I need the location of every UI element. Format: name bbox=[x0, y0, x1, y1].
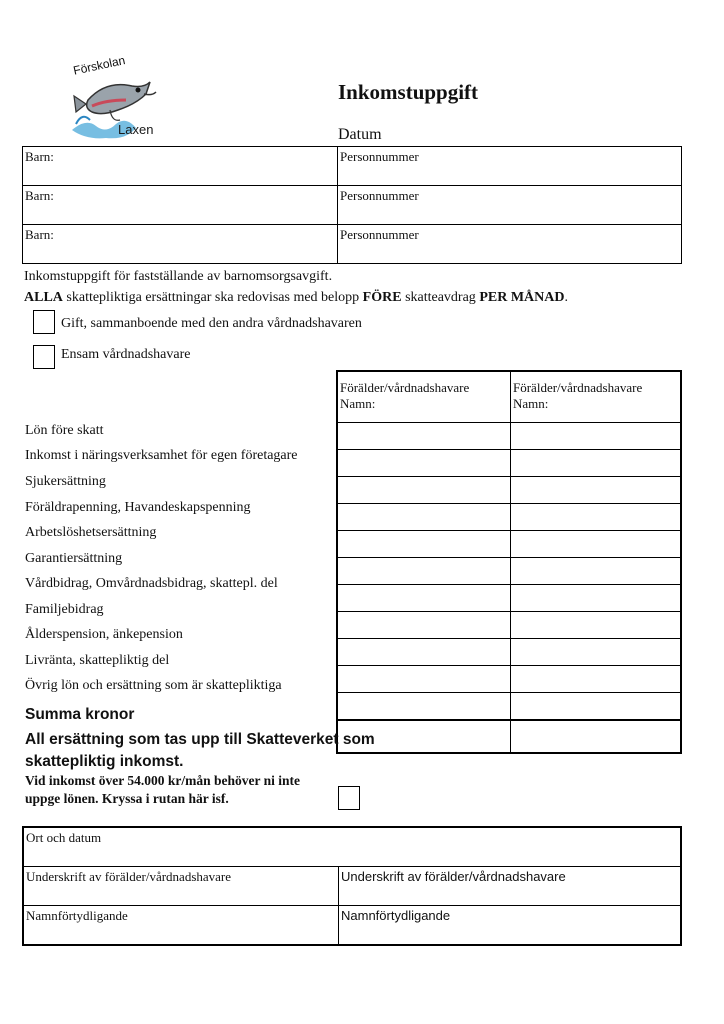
guardian2-name-label: Namn: bbox=[513, 396, 549, 411]
income-row bbox=[337, 639, 681, 666]
income-cell-guardian2[interactable] bbox=[511, 612, 682, 639]
intro-text-part: . bbox=[564, 290, 568, 305]
income-table-header bbox=[337, 371, 681, 423]
barn-label: Barn: bbox=[25, 227, 54, 242]
signature-table bbox=[22, 826, 682, 946]
children-table bbox=[22, 146, 682, 264]
ort-datum-label: Ort och datum bbox=[26, 830, 102, 845]
income-row bbox=[337, 477, 681, 504]
guardian1-name-label: Namn: bbox=[340, 396, 376, 411]
income-cell-guardian2[interactable] bbox=[511, 639, 682, 666]
married-checkbox[interactable] bbox=[33, 310, 55, 334]
income-cell-guardian1[interactable] bbox=[337, 531, 511, 558]
sum-cell-guardian2[interactable] bbox=[511, 720, 682, 753]
income-row bbox=[337, 450, 681, 477]
signature2-label: Underskrift av förälder/vårdnadshavare bbox=[341, 869, 566, 884]
guardian2-header: Förälder/vårdnadshavare bbox=[513, 380, 643, 395]
income-row-label: Arbetslöshetsersättning bbox=[25, 525, 157, 540]
barn-label: Barn: bbox=[25, 188, 54, 203]
income-cell-guardian1[interactable] bbox=[337, 639, 511, 666]
intro-bold-fore: FÖRE bbox=[362, 290, 402, 305]
child-name-field[interactable] bbox=[23, 147, 338, 186]
income-row bbox=[337, 585, 681, 612]
child-row bbox=[23, 147, 682, 186]
personnummer-label: Personnummer bbox=[340, 188, 419, 203]
income-cell-guardian1[interactable] bbox=[337, 423, 511, 450]
child-row bbox=[23, 225, 682, 264]
intro-instructions bbox=[24, 290, 568, 306]
logo-top-text: Förskolan bbox=[72, 53, 127, 78]
personnummer-field[interactable] bbox=[338, 186, 682, 225]
income-cell-guardian2[interactable] bbox=[511, 423, 682, 450]
income-cell-guardian1[interactable] bbox=[337, 504, 511, 531]
income-row-label: Vårdbidrag, Omvårdnadsbidrag, skattepl. del bbox=[25, 576, 278, 591]
personnummer-label: Personnummer bbox=[340, 149, 419, 164]
page-title: Inkomstuppgift bbox=[338, 80, 479, 104]
intro-bold-alla: ALLA bbox=[24, 290, 63, 305]
income-cell-guardian2[interactable] bbox=[511, 531, 682, 558]
income-row bbox=[337, 693, 681, 721]
income-row bbox=[337, 558, 681, 585]
income-row-label: Ålderspension, änkepension bbox=[25, 627, 183, 642]
income-cell-guardian2[interactable] bbox=[511, 558, 682, 585]
barn-label: Barn: bbox=[25, 149, 54, 164]
note-line: uppge lönen. Kryssa i rutan här isf. bbox=[25, 791, 229, 806]
income-row-label: Inkomst i näringsverksamhet för egen företagare bbox=[25, 448, 298, 463]
single-guardian-checkbox[interactable] bbox=[33, 345, 55, 369]
signature-row bbox=[23, 906, 681, 946]
income-row-label: Lön före skatt bbox=[25, 423, 104, 438]
income-row-label: Livränta, skattepliktig del bbox=[25, 653, 170, 668]
high-income-note bbox=[25, 772, 345, 808]
name-clarification2-field[interactable] bbox=[339, 906, 682, 946]
income-cell-guardian1[interactable] bbox=[337, 558, 511, 585]
signature2-field[interactable] bbox=[339, 867, 682, 906]
income-cell-guardian2[interactable] bbox=[511, 450, 682, 477]
income-cell-guardian1[interactable] bbox=[337, 666, 511, 693]
intro-text: Inkomstuppgift för fastställande av barnomsorgsavgift. bbox=[24, 269, 333, 284]
income-cell-guardian2[interactable] bbox=[511, 504, 682, 531]
signature-row bbox=[23, 827, 681, 867]
income-cell-guardian1[interactable] bbox=[337, 612, 511, 639]
taxable-income-note bbox=[25, 729, 405, 773]
income-row-label: Övrig lön och ersättning som är skattepliktiga bbox=[25, 678, 282, 693]
income-row bbox=[337, 423, 681, 450]
personnummer-label: Personnummer bbox=[340, 227, 419, 242]
income-row bbox=[337, 531, 681, 558]
name-clarification1-field[interactable] bbox=[23, 906, 339, 946]
child-name-field[interactable] bbox=[23, 225, 338, 264]
income-cell-guardian1[interactable] bbox=[337, 585, 511, 612]
note-line: All ersättning som tas upp till Skatteverket som bbox=[25, 731, 375, 748]
ort-datum-field[interactable] bbox=[23, 827, 681, 867]
sum-label: Summa kronor bbox=[25, 706, 135, 723]
personnummer-field[interactable] bbox=[338, 225, 682, 264]
income-cell-guardian1[interactable] bbox=[337, 450, 511, 477]
income-cell-guardian2[interactable] bbox=[511, 477, 682, 504]
logo-bottom-text: Laxen bbox=[118, 122, 154, 137]
name-clarification1-label: Namnförtydligande bbox=[26, 908, 128, 923]
signature-row bbox=[23, 867, 681, 906]
high-income-checkbox[interactable] bbox=[338, 786, 360, 810]
preschool-logo bbox=[66, 53, 166, 144]
income-cell-guardian1[interactable] bbox=[337, 477, 511, 504]
income-row-label: Föräldrapenning, Havandeskapspenning bbox=[25, 500, 251, 515]
intro-text-part: skattepliktiga ersättningar ska redovisas med belopp bbox=[62, 290, 363, 305]
child-row bbox=[23, 186, 682, 225]
guardian2-name-field[interactable] bbox=[511, 371, 682, 423]
income-cell-guardian2[interactable] bbox=[511, 666, 682, 693]
income-row bbox=[337, 666, 681, 693]
guardian1-header: Förälder/vårdnadshavare bbox=[340, 380, 470, 395]
note-line: Vid inkomst över 54.000 kr/mån behöver ni inte bbox=[25, 773, 301, 788]
intro-text-part: skatteavdrag bbox=[401, 290, 480, 305]
intro-bold-per-manad: PER MÅNAD bbox=[479, 290, 565, 305]
income-row-label: Sjukersättning bbox=[25, 474, 106, 489]
datum-label: Datum bbox=[338, 126, 382, 143]
personnummer-field[interactable] bbox=[338, 147, 682, 186]
income-row-label: Familjebidrag bbox=[25, 602, 104, 617]
name-clarification2-label: Namnförtydligande bbox=[341, 908, 451, 923]
income-row bbox=[337, 612, 681, 639]
guardian1-name-field[interactable] bbox=[337, 371, 511, 423]
child-name-field[interactable] bbox=[23, 186, 338, 225]
married-label: Gift, sammanboende med den andra vårdnadshavaren bbox=[61, 316, 362, 331]
signature1-label: Underskrift av förälder/vårdnadshavare bbox=[26, 869, 232, 884]
income-cell-guardian1[interactable] bbox=[337, 693, 511, 721]
income-cell-guardian2[interactable] bbox=[511, 693, 682, 721]
income-row bbox=[337, 504, 681, 531]
income-table bbox=[336, 370, 682, 754]
income-row-label: Garantiersättning bbox=[25, 551, 123, 566]
income-cell-guardian2[interactable] bbox=[511, 585, 682, 612]
note-line: skattepliktig inkomst. bbox=[25, 753, 184, 770]
single-guardian-label: Ensam vårdnadshavare bbox=[61, 347, 191, 362]
signature1-field[interactable] bbox=[23, 867, 339, 906]
